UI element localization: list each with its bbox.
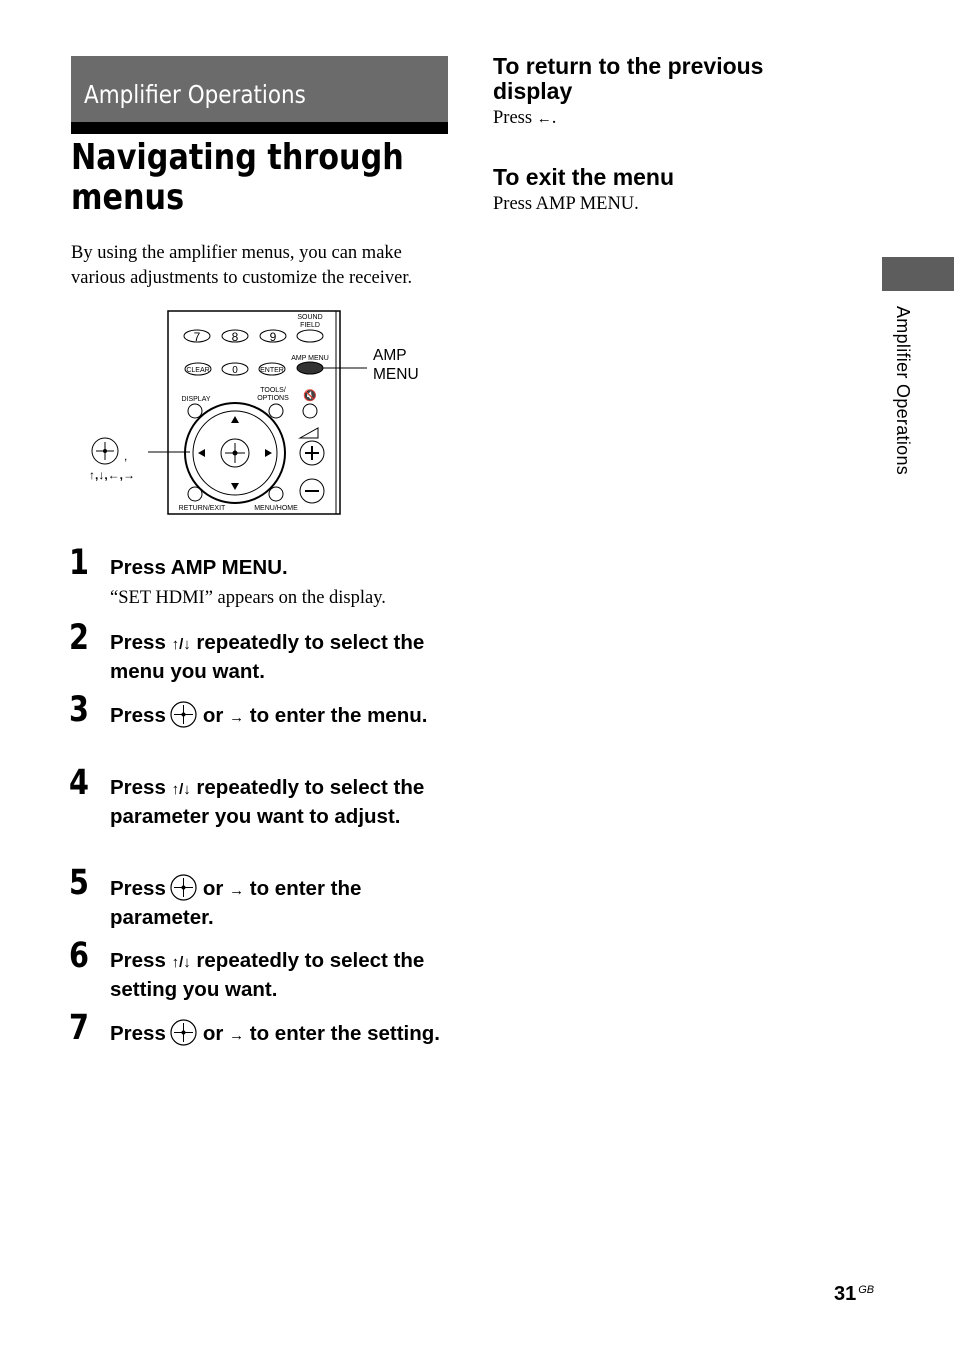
left-label-comma: , [124,449,128,463]
exit-text: Press AMP MENU. [493,194,639,214]
page-number-suffix: GB [858,1284,875,1296]
menu-home-label: MENU/HOME [254,505,298,512]
right-arrow-icon: → [229,1027,245,1044]
step-2-pre: Press [110,631,172,654]
right-arrow-icon: → [229,709,245,726]
side-tab [882,257,954,291]
step-7-pre: Press [110,1022,166,1045]
return-text-pre: Press [493,108,537,128]
return-exit-label: RETURN/EXIT [178,505,226,512]
step-5-post: to enter the parameter. [110,877,362,929]
page-number [834,1283,874,1306]
step-1-note: “SET HDMI” appears on the display. [110,588,386,608]
mute-icon: 🔇 [303,390,317,402]
step-5-pre: Press [110,877,166,900]
key-9-label: 9 [269,330,277,344]
step-3-number: 3 [69,690,89,730]
step-4-text [110,774,450,830]
step-2-post: repeatedly to select the menu you want. [110,631,425,683]
key-amp-menu[interactable] [297,362,323,374]
amp-menu-callout [373,346,419,384]
enter-icon [170,1019,197,1046]
display-label: DISPLAY [181,396,211,403]
step-2-text [110,629,450,685]
step-3-pre: Press [110,704,166,727]
intro-paragraph: By using the amplifier menus, you can make various adjustments to customize the receiver. [71,243,413,288]
section-banner-title: Amplifier Operations [84,80,306,109]
callout-line2: MENU [373,366,419,383]
key-8-label: 8 [231,330,239,344]
step-5-number: 5 [69,863,89,903]
right-arrow-icon: → [229,882,245,899]
sound-field-label: SOUND FIELD [297,314,323,329]
page-number-value: 31 [834,1283,857,1305]
amp-menu-label: AMP MENU [291,355,329,362]
key-7-label: 7 [193,330,201,344]
step-4-number: 4 [69,763,89,803]
exit-heading: To exit the menu [493,164,675,190]
enter-icon [170,874,197,901]
step-7-mid: or [202,1022,224,1045]
step-5-mid: or [202,877,224,900]
step-6-text [110,947,450,1003]
tools-label: TOOLS/ OPTIONS [257,387,289,402]
step-7-number: 7 [69,1008,89,1048]
callout-line1: AMP [373,347,407,364]
step-1-number: 1 [69,543,89,583]
step-3-post: to enter the menu. [244,704,428,727]
key-clear-label: CLEAR [186,367,210,374]
step-1-text: Press AMP MENU. [110,556,288,579]
side-tab-label: Amplifier Operations [893,306,913,476]
step-3-mid: or [202,704,224,727]
remote-illustration [80,308,440,518]
step-6-post: repeatedly to select the setting you want. [110,949,425,1001]
step-6-number: 6 [69,936,89,976]
page-title [71,138,404,218]
key-0-label: 0 [232,365,238,376]
left-label-arrows: ↑,↓,←,→ [89,468,136,482]
up-down-arrow-icon: ↑/↓ [171,636,191,653]
step-7-post: to enter the setting. [244,1022,440,1045]
step-5-text [110,874,450,931]
return-text [493,108,556,129]
left-arrow-icon: ← [536,111,552,127]
key-enter-label: ENTER [260,367,284,374]
up-down-arrow-icon: ↑/↓ [171,781,191,798]
step-2-number: 2 [69,618,89,658]
return-heading: To return to the previous display [493,53,764,104]
up-down-arrow-icon: ↑/↓ [171,954,191,971]
step-3-text [110,701,450,731]
enter-icon [170,701,197,728]
page-title-line1: Navigating through [71,137,404,178]
return-text-post: . [551,108,557,128]
step-4-pre: Press [110,776,172,799]
step-7-text [110,1019,450,1049]
section-banner-underline [71,122,448,134]
step-4-post: repeatedly to select the parameter you want to adjust. [110,776,425,828]
page-title-line2: menus [71,177,185,218]
step-6-pre: Press [110,949,172,972]
